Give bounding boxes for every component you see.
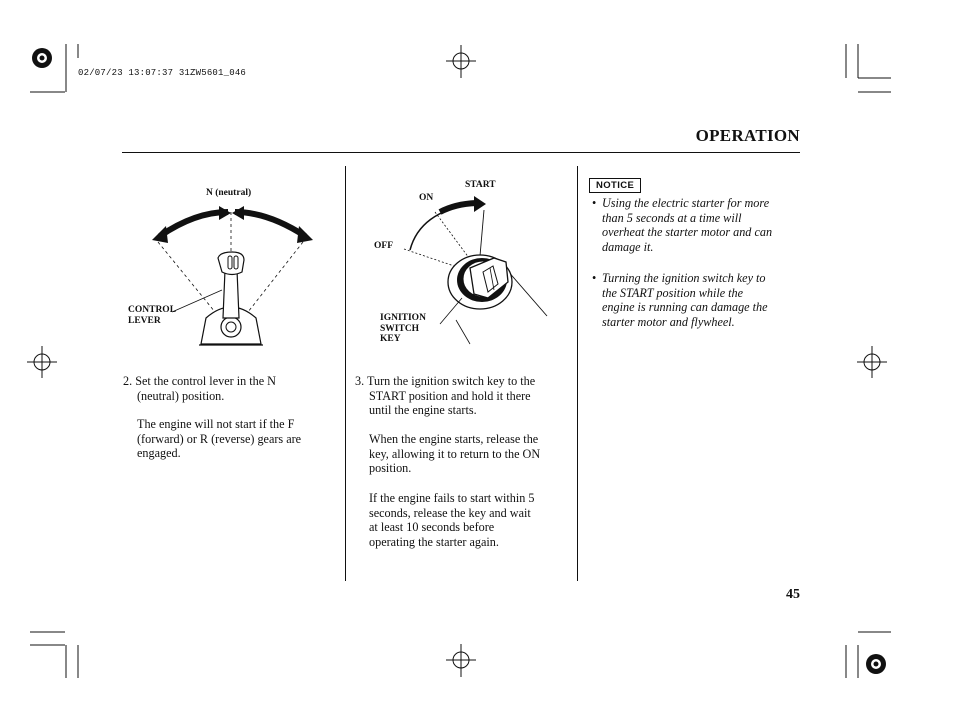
ignition-switch-key-label: IGNITION SWITCH KEY <box>380 313 426 344</box>
step-2-note: The engine will not start if the F (forward) or R (reverse) gears are engaged. <box>137 417 302 461</box>
start-position-label: START <box>465 180 496 190</box>
fail-to-start-instructions: If the engine fails to start within 5 seconds, release the key and wait at least 10 seconds before operating the starter again. <box>369 491 535 549</box>
print-stamp: 02/07/23 13:07:37 31ZW5601_046 <box>78 68 247 78</box>
on-position-label: ON <box>419 193 434 203</box>
section-title: OPERATION <box>695 126 800 145</box>
page-number: 45 <box>786 587 800 602</box>
off-position-label: OFF <box>374 241 393 251</box>
step-2: 2. Set the control lever in the N (neutral) position. <box>123 374 276 403</box>
step-3: 3. Turn the ignition switch key to the START position and hold it there until the engine starts. <box>355 374 536 418</box>
bullet-icon: • <box>592 196 597 210</box>
notice-badge: NOTICE <box>589 178 641 193</box>
neutral-label: N (neutral) <box>206 188 252 198</box>
notice-bullet-2: • Turning the ignition switch key to the START position while the engine is running can damage the starter motor and flywheel. <box>592 271 768 329</box>
notice-bullet-1: • Using the electric starter for more than 5 seconds at a time will overheat the starter motor and can damage it. <box>592 196 773 254</box>
release-instructions: When the engine starts, release the key, allowing it to return to the ON position. <box>369 432 541 476</box>
bullet-icon: • <box>592 271 597 285</box>
control-lever-label: CONTROL LEVER <box>128 305 177 326</box>
